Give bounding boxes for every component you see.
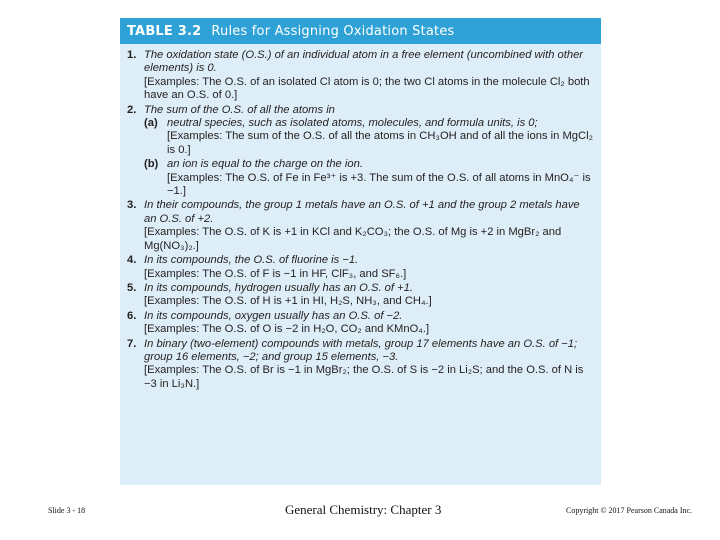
rule-example: [Examples: The O.S. of H is +1 in HI, H₂S, NH₃, and CH₄.] <box>144 295 432 308</box>
copyright-notice: Copyright © 2017 Pearson Canada Inc. <box>566 506 693 515</box>
rule-7 <box>127 338 595 392</box>
sub-text: neutral species, such as isolated atoms, molecules, and formula units, is 0; <box>167 117 538 130</box>
slide-number: Slide 3 - 18 <box>48 506 86 515</box>
rule-3 <box>127 199 595 253</box>
rule-5 <box>127 282 595 309</box>
sub-text: an ion is equal to the charge on the ion. <box>167 158 363 171</box>
rule-4 <box>127 254 595 281</box>
rule-example: [Examples: The O.S. of F is −1 in HF, ClF₃, and SF₆.] <box>144 267 407 280</box>
sub-label: (b) <box>144 158 159 171</box>
sub-example: [Examples: The sum of the O.S. of all the atoms in CH₃OH and of all the ions in MgCl₂ is 0.] <box>167 130 593 156</box>
rule-text: In its compounds, oxygen usually has an O.S. of −2. <box>144 309 403 322</box>
rule-text: The sum of the O.S. of all the atoms in <box>144 103 335 116</box>
footer-title: General Chemistry: Chapter 3 <box>285 502 442 517</box>
rule-2a <box>144 117 595 130</box>
table-title: Rules for Assigning Oxidation States <box>211 23 455 39</box>
sub-label: (a) <box>144 117 158 130</box>
rule-number: 3. <box>127 199 137 212</box>
table-body <box>120 44 601 391</box>
rule-2b <box>144 158 595 171</box>
rule-number: 7. <box>127 337 137 350</box>
rule-number: 2. <box>127 103 137 116</box>
rule-number: 1. <box>127 49 137 61</box>
rule-example: [Examples: The O.S. of O is −2 in H₂O, CO₂ and KMnO₄.] <box>144 323 430 336</box>
rule-example: [Examples: The O.S. of K is +1 in KCl and K₂CO₃; the O.S. of Mg is +2 in MgBr₂ and Mg(NO₃)₂.] <box>144 226 562 252</box>
rule-text: In binary (two-element) compounds with metals, group 17 elements have an O.S. of −1; group 16 elements, −2; and group 15 elements, −3. <box>144 337 578 363</box>
rule-text: In its compounds, hydrogen usually has an O.S. of +1. <box>144 281 413 294</box>
rule-6 <box>127 310 595 337</box>
rule-text: In its compounds, the O.S. of fluorine is −1. <box>144 254 359 267</box>
sub-example: [Examples: The O.S. of Fe in Fe³⁺ is +3. The sum of the O.S. of all atoms in MnO₄⁻ is −1.] <box>167 171 591 198</box>
rule-number: 4. <box>127 254 137 267</box>
table-header <box>120 18 601 44</box>
rule-number: 6. <box>127 309 137 322</box>
rule-2 <box>127 104 595 199</box>
rule-text: The oxidation state (O.S.) of an individual atom in a free element (uncombined with other elements) is 0. <box>144 49 584 75</box>
oxidation-rules-table <box>120 18 601 485</box>
rule-example: [Examples: The O.S. of an isolated Cl atom is 0; the two Cl atoms in the molecule Cl₂ both have an O.S. of 0.] <box>144 75 590 102</box>
rule-example: [Examples: The O.S. of Br is −1 in MgBr₂; the O.S. of S is −2 in Li₂S; and the O.S. of N is −3 in Li₃N.] <box>144 364 584 390</box>
rule-1 <box>127 49 595 103</box>
rule-number: 5. <box>127 281 137 294</box>
rule-text: In their compounds, the group 1 metals have an O.S. of +1 and the group 2 metals have an O.S. of +2. <box>144 199 580 225</box>
table-number: TABLE 3.2 <box>127 23 202 39</box>
